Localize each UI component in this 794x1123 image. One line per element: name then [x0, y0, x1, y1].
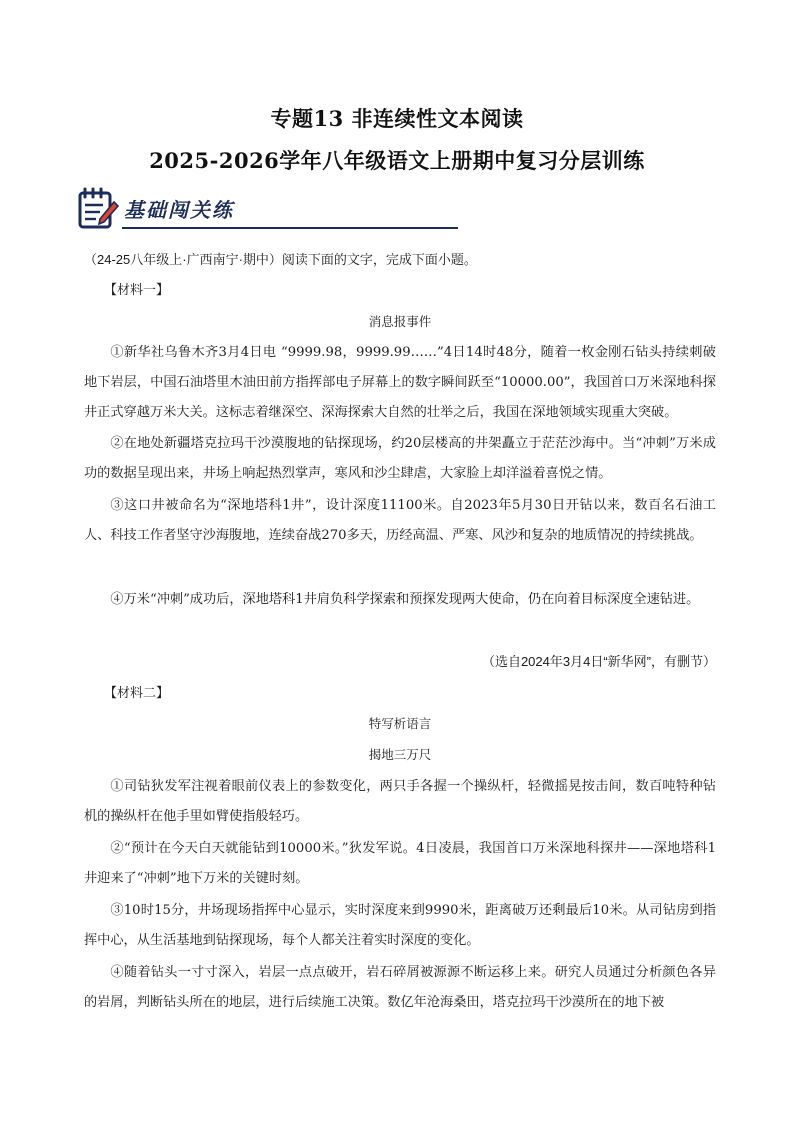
material-one-label: 【材料一】	[104, 282, 170, 297]
material-two-paragraph-1: ①司钻狄发军注视着眼前仪表上的参数变化，两只手各握一个操纵杆，轻微摇晃按击间，数百吨特种钻机的操纵杆在他手里如臂使指般轻巧。	[84, 779, 716, 824]
section-banner	[76, 186, 458, 234]
material-two-paragraph-2: ②“预计在今天白天就能钻到10000米。”狄发军说。4日凌晨，我国首口万米深地科探井——深地塔科1井迎来了“冲刺”地下万米的关键时刻。	[84, 841, 716, 886]
material-one-paragraph-4: ④万米“冲刺”成功后，深地塔科1井肩负科学探索和预探发现两大使命，仍在向着目标深度全速钻进。	[110, 592, 700, 607]
notebook-pencil-icon	[76, 186, 120, 230]
material-two-subheading: 揭地三万尺	[368, 747, 432, 762]
section-banner-label: 基础闯关练	[124, 198, 234, 222]
material-one-source: （选自2024年3月4日“新华网”，有删节）	[481, 654, 716, 669]
banner-underline	[122, 227, 458, 229]
page-title: 专题13 非连续性文本阅读	[270, 106, 524, 131]
material-one-paragraph-2: ②在地处新疆塔克拉玛干沙漠腹地的钻探现场，约20层楼高的井架矗立于茫茫沙海中。当“冲刺”万米成功的数据呈现出来，井场上响起热烈掌声，寒风和沙尘肆虐，大家脸上却洋溢着喜悦之情。	[84, 436, 716, 481]
material-two-label: 【材料二】	[104, 685, 170, 700]
material-one-paragraph-1: ①新华社乌鲁木齐3月4日电 “9999.98，9999.99……”4日14时48分，随着一枚金刚石钻头持续刺破地下岩层，中国石油塔里木油田前方指挥部电子屏幕上的数字瞬间跃至“10000.00”，我国首口万米深地科探井正式穿越万米大关。这标志着继深空、深海探索大自然的壮举之后，我国在深地领域实现重大突破。	[84, 345, 716, 420]
material-one-paragraph-3: ③这口井被命名为“深地塔科1井”，设计深度11100米。自2023年5月30日开钻以来，数百名石油工人、科技工作者坚守沙海腹地，连续奋战270多天，历经高温、严寒、风沙和复杂的地质情况的持续挑战。	[84, 498, 716, 543]
material-two-paragraph-3: ③10时15分，井场现场指挥中心显示，实时深度来到9990米，距离破万还剩最后10米。从司钻房到指挥中心，从生活基地到钻探现场，每个人都关注着实时深度的变化。	[84, 903, 716, 948]
intro-text: （24-25八年级上·广西南宁·期中）阅读下面的文字，完成下面小题。	[84, 252, 477, 267]
material-two-paragraph-4: ④随着钻头一寸寸深入，岩层一点点破开，岩石碎屑被源源不断运移上来。研究人员通过分析颜色各异的岩屑，判断钻头所在的地层，进行后续施工决策。数亿年沧海桑田，塔克拉玛干沙漠所在的地下被	[84, 965, 716, 1010]
material-two-heading: 特写析语言	[368, 716, 432, 731]
material-one-heading: 消息报事件	[368, 314, 432, 329]
page-subtitle: 2025-2026学年八年级语文上册期中复习分层训练	[149, 148, 645, 173]
